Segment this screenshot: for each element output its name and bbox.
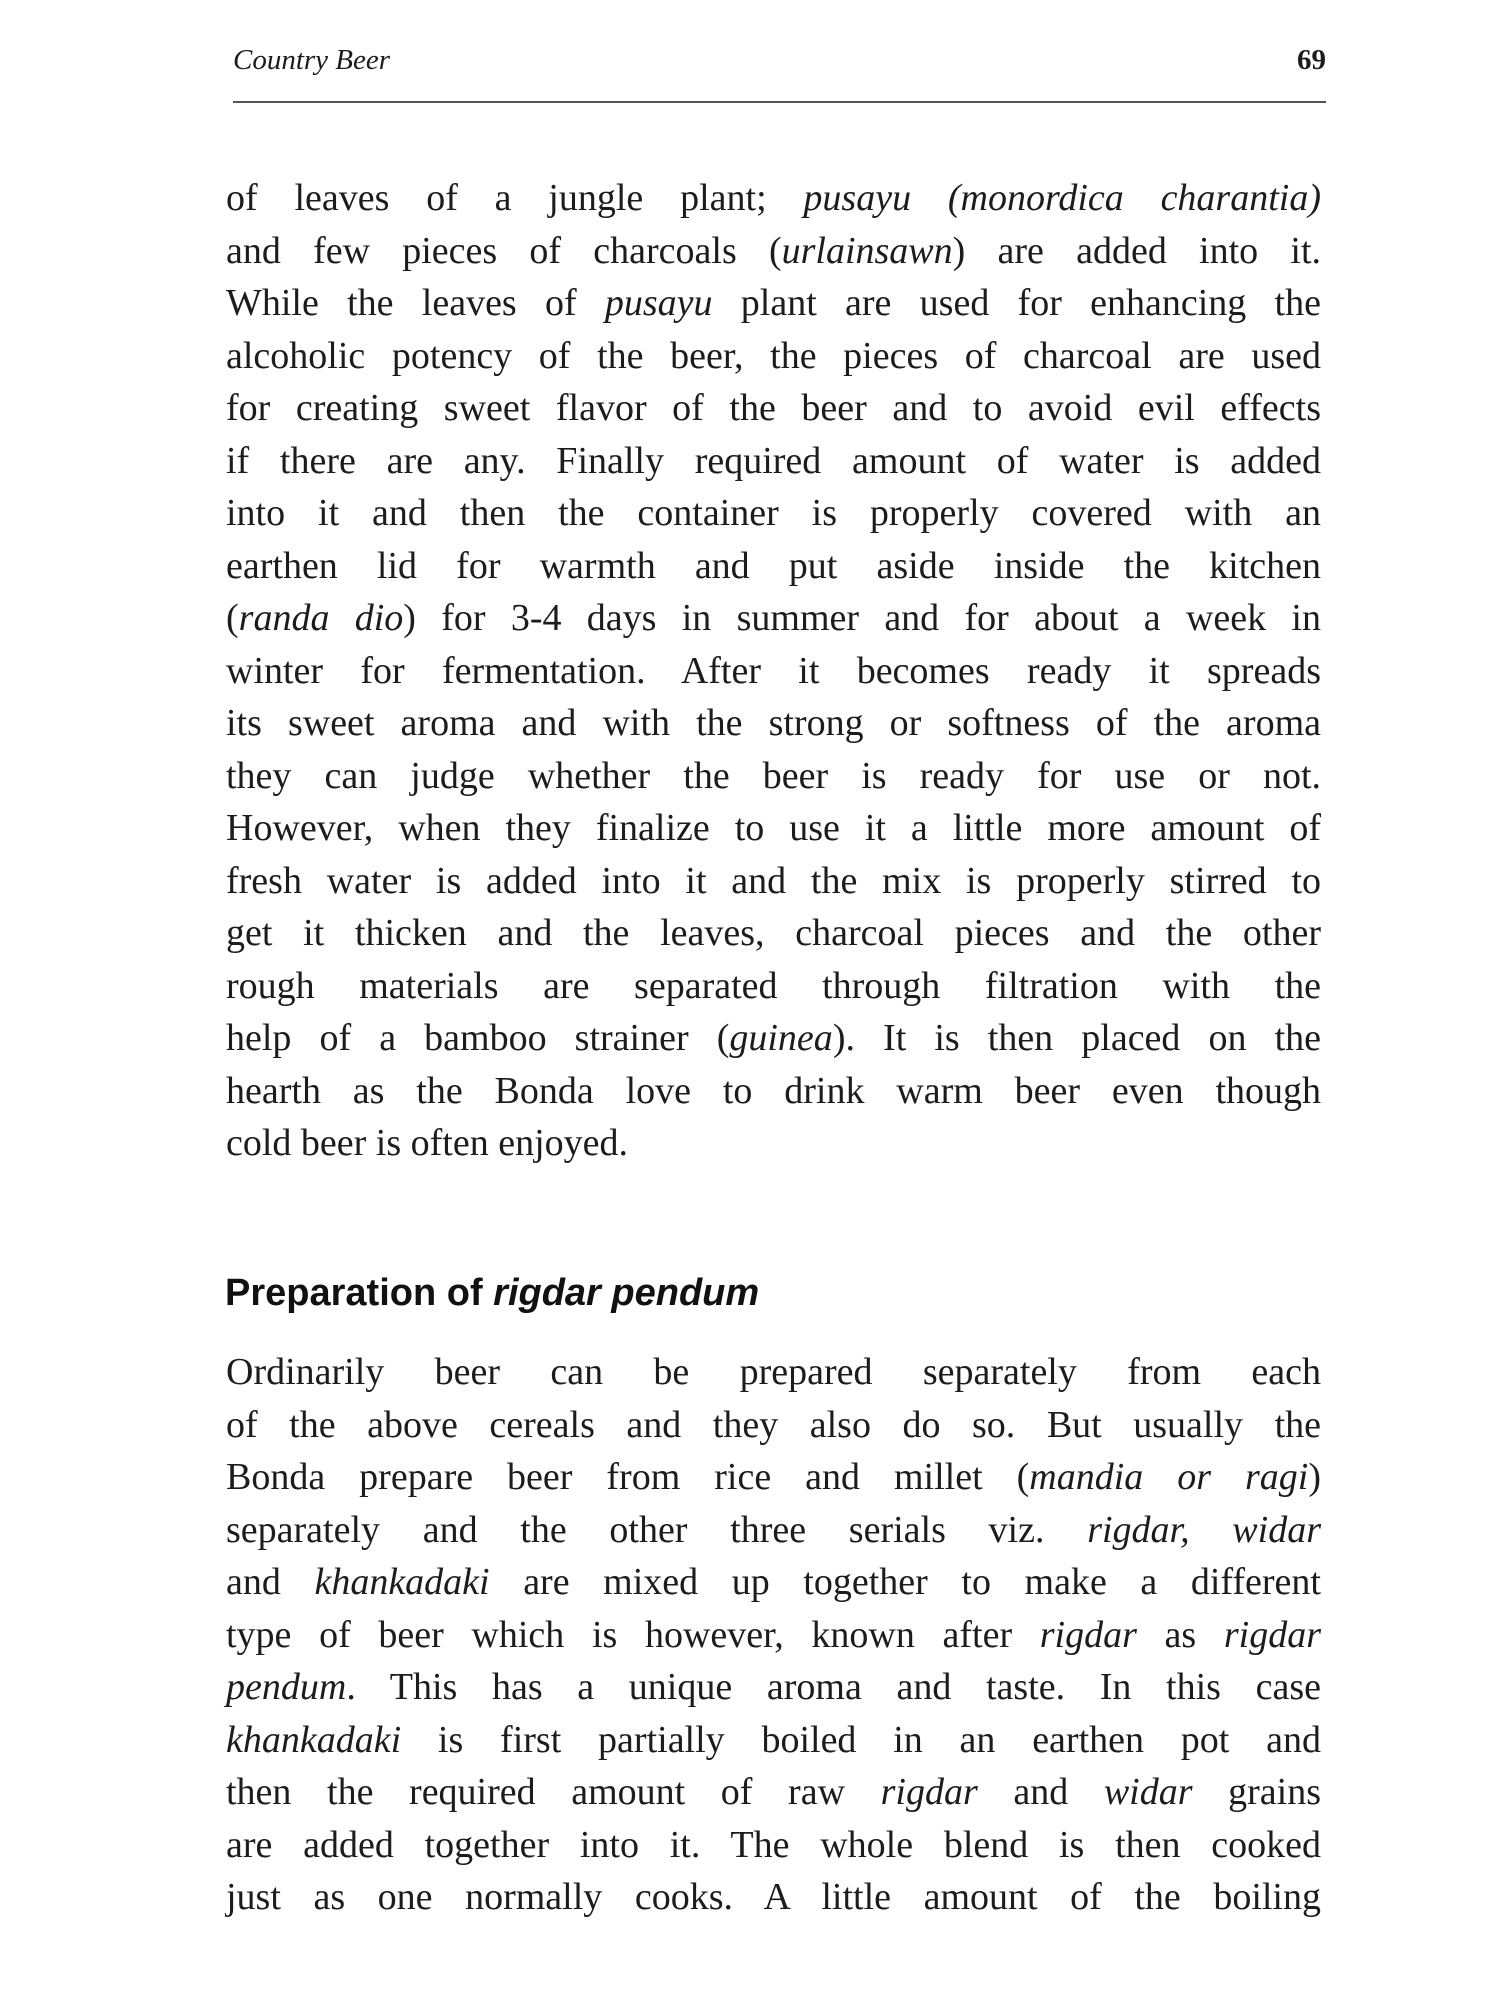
text-line: into it and then the container is properly covered with an (226, 492, 1321, 534)
text-line: separately and the other three serials viz. rigdar, widar (226, 1508, 1321, 1551)
text-line: and khankadaki are mixed up together to make a different (226, 1561, 1321, 1603)
text-line: (randa dio) for 3-4 days in summer and for about a week in (226, 597, 1321, 639)
text-line: Bonda prepare beer from rice and millet (mandia or ragi) (226, 1456, 1321, 1498)
running-head-title: Country Beer (233, 44, 391, 76)
text-line: hearth as the Bonda love to drink warm beer even though (226, 1069, 1321, 1112)
text-line: they can judge whether the beer is ready for use or not. (226, 754, 1321, 797)
body-paragraph-2 (226, 1346, 1321, 1924)
italic-term: khankadaki (226, 1718, 402, 1761)
text-line: and few pieces of charcoals (urlainsawn) are added into it. (226, 229, 1322, 272)
text-line: cold beer is often enjoyed. (226, 1122, 629, 1164)
italic-term: urlainsawn (781, 229, 953, 272)
text-line: type of beer which is however, known after rigdar as rigdar (226, 1613, 1322, 1656)
text-line: Ordinarily beer can be prepared separately from each (226, 1351, 1321, 1393)
section-heading-italic: rigdar pendum (493, 1272, 760, 1314)
italic-term: rigdar (1039, 1613, 1137, 1656)
text-line: pendum. This has a unique aroma and taste. In this case (226, 1666, 1321, 1708)
section-heading-prefix: Preparation of (225, 1272, 494, 1314)
italic-term: guinea (729, 1017, 833, 1059)
text-line: help of a bamboo strainer (guinea). It is then placed on the (226, 1017, 1322, 1059)
text-line: However, when they finalize to use it a little more amount of (226, 807, 1321, 849)
text-line: fresh water is added into it and the mix is properly stirred to (226, 859, 1321, 902)
text-line: alcoholic potency of the beer, the pieces of charcoal are used (226, 334, 1321, 377)
text-line: of leaves of a jungle plant; pusayu (monordica charantia) (226, 177, 1321, 219)
text-line: While the leaves of pusayu plant are used for enhancing the (226, 282, 1321, 324)
running-header (233, 40, 1326, 80)
body-paragraph-1 (226, 172, 1321, 1170)
text-line: are added together into it. The whole blend is then cooked (226, 1823, 1321, 1866)
italic-term: rigdar (880, 1771, 978, 1813)
text-line: rough materials are separated through filtration with the (226, 964, 1321, 1007)
header-rule (233, 101, 1326, 103)
text-line: of the above cereals and they also do so. But usually the (226, 1403, 1321, 1446)
italic-term: pusayu (604, 282, 713, 324)
text-line: winter for fermentation. After it becomes ready it spreads (226, 649, 1321, 692)
text-line: earthen lid for warmth and put aside inside the kitchen (226, 544, 1321, 587)
italic-term: randa dio (238, 597, 404, 639)
italic-term: rigdar (1223, 1613, 1322, 1656)
italic-term: mandia or ragi (1029, 1456, 1309, 1498)
italic-term: khankadaki (314, 1561, 490, 1603)
italic-term: pendum (226, 1666, 347, 1708)
text-line: then the required amount of raw rigdar and widar grains (226, 1771, 1321, 1813)
section-heading (225, 1268, 759, 1318)
page-number: 69 (1297, 44, 1326, 76)
italic-term: widar (1103, 1771, 1193, 1813)
italic-term: pusayu (monordica charantia) (803, 177, 1321, 219)
italic-term: rigdar, widar (1087, 1508, 1321, 1551)
text-line: for creating sweet flavor of the beer and to avoid evil effects (226, 387, 1321, 429)
text-line: its sweet aroma and with the strong or softness of the aroma (226, 702, 1321, 744)
text-line: get it thicken and the leaves, charcoal pieces and the other (226, 912, 1321, 954)
text-line: khankadaki is first partially boiled in an earthen pot and (226, 1718, 1321, 1761)
text-line: just as one normally cooks. A little amount of the boiling (226, 1876, 1321, 1918)
text-line: if there are any. Finally required amount of water is added (226, 439, 1321, 482)
